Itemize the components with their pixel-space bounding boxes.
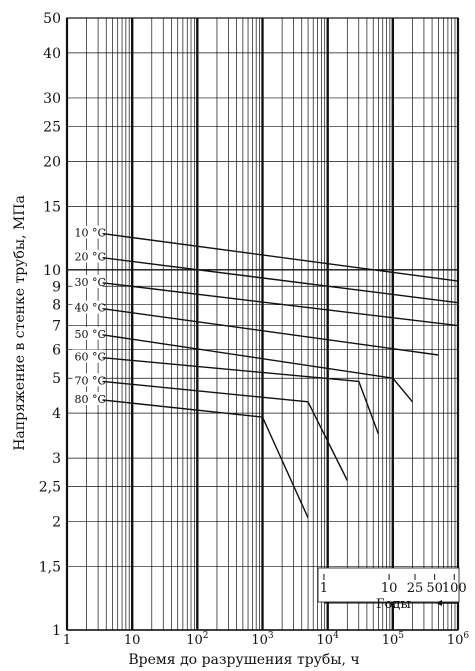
y-axis-title: Напряжение в стенке трубы, МПа	[12, 195, 28, 451]
series-label: 10 °C	[74, 226, 106, 240]
series-label: 30 °C	[74, 275, 106, 289]
x-axis-title: Время до разрушения трубы, ч	[128, 652, 360, 668]
series-label: 40 °C	[74, 301, 106, 315]
y-tick-label: 4	[52, 406, 61, 423]
series-line	[103, 309, 439, 355]
series-label: 60 °C	[74, 350, 106, 364]
x-tick-label: $10^2$	[186, 631, 209, 648]
series-line	[103, 381, 348, 480]
x-axis-ticks	[63, 631, 470, 648]
years-tick-label: 100	[441, 581, 467, 596]
series-label: 70 °C	[74, 374, 106, 388]
series-line	[103, 234, 459, 282]
y-tick-label: 8	[52, 297, 61, 314]
y-tick-label: 30	[43, 90, 61, 107]
x-tick-exponent: 3	[267, 631, 274, 641]
years-tick-label: 50	[426, 581, 443, 596]
y-tick-label: 2	[52, 514, 61, 531]
y-tick-label: 9	[52, 279, 61, 296]
x-tick-label: 1	[62, 633, 72, 648]
years-box	[318, 568, 467, 612]
years-tick-label: 1	[319, 581, 329, 596]
x-tick-label: $10^3$	[251, 631, 274, 648]
x-tick-exponent: 6	[463, 631, 470, 641]
grid	[67, 18, 458, 630]
x-tick-exponent: 2	[202, 631, 209, 641]
series-label: 20 °C	[74, 250, 106, 264]
series-line	[103, 358, 379, 434]
y-tick-label: 1,5	[38, 559, 61, 576]
y-tick-label: 6	[52, 342, 61, 359]
y-tick-label: 15	[43, 199, 61, 216]
y-axis-ticks	[39, 11, 61, 639]
series-label: 80 °C	[74, 393, 106, 407]
x-tick-label: 10	[123, 633, 141, 648]
series-label: 50 °C	[74, 327, 106, 341]
series-line	[103, 283, 459, 326]
years-tick-label: 25	[406, 581, 424, 596]
series-lines	[103, 234, 459, 518]
years-axis-title: Годы	[376, 597, 411, 612]
y-tick-label: 25	[43, 119, 61, 136]
x-tick-label: $10^6$	[446, 631, 470, 648]
years-tick-label: 10	[380, 581, 398, 596]
y-tick-label: 5	[52, 371, 61, 388]
y-tick-label: 20	[43, 154, 61, 171]
x-tick-exponent: 4	[333, 631, 339, 641]
y-tick-label: 10	[43, 262, 61, 279]
y-tick-label: 3	[52, 451, 61, 468]
y-tick-label: 40	[43, 45, 61, 62]
y-tick-label: 7	[52, 318, 61, 335]
y-tick-label: 1	[52, 623, 61, 639]
x-tick-label: $10^5$	[381, 631, 404, 648]
series-line	[103, 258, 459, 303]
x-tick-exponent: 5	[398, 631, 404, 641]
y-tick-label: 2,5	[38, 479, 61, 496]
series-line	[103, 400, 309, 518]
series-labels	[72, 226, 105, 406]
x-tick-label: $10^4$	[316, 631, 339, 648]
y-tick-label: 50	[43, 11, 61, 27]
